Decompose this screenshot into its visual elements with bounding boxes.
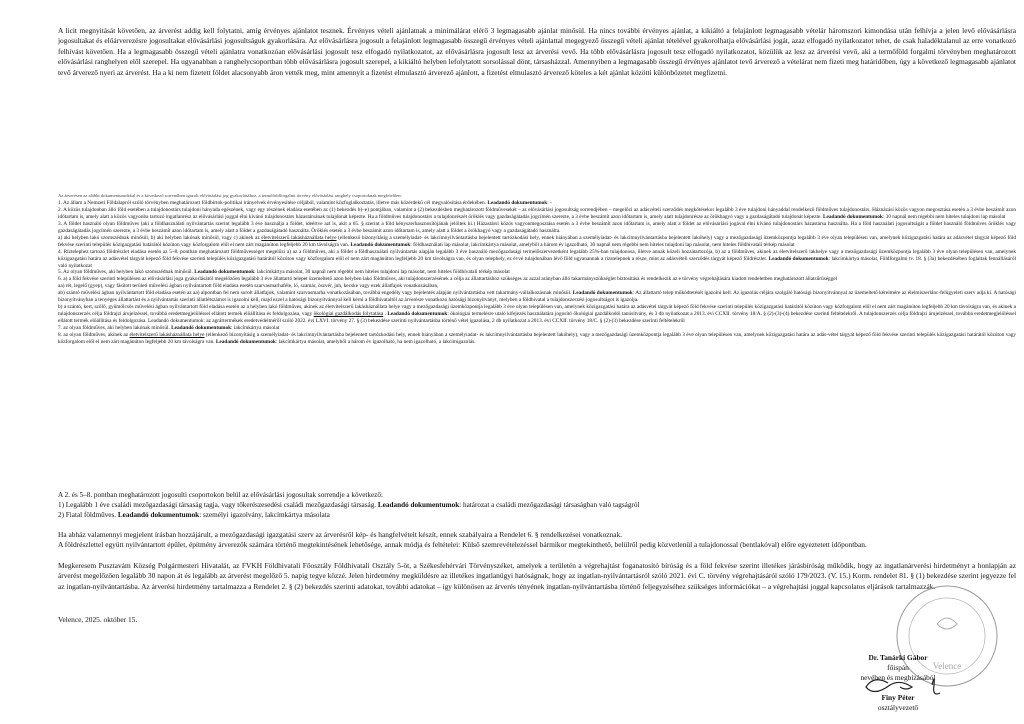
publication-request: Megkeresem Pusztavám Község Polgármesteri Hivatalát, az FVKH Földhivatali Főosztály Földhivatali Osztály 5-öt, a Székesfehérvári Törvényszéket, amelyek a területén a végrehajtást foganatosító bíróság és a föld fekvése szerint illetékes járásbíróság működik, hogy az ingatlanárverési hirdetményt a honlapján az árverést megelőzően legalább 30 napon át és legalább az árverést megelőző 5. napig tegye közzé. Jelen hirdetmény megküldésre az illetékes ingatlanügyi hatóságnak, hogy az ingatlan-nyilvántartásról szóló 2021. évi C. törvény végrehajtásáról szóló 179/2023. (V. 15.) Korm. rendelet 81. § (1) bekezdése szerint jegyezze fel az ingatlan-nyilvántartásba. Az árverési hirdetmény tartalmazza a Rendelet 2. § (2) bekezdés szerinti adatokat, további adatokat – így különösen az árverés tényének ingatlan-nyilvántartásba történő feljegyzéséhez szükséges információkat – a végrehajtási joggal kapcsolatos eljárások tartalmazzák. bbox=[58, 560, 1016, 591]
item-text: 5. Az olyan földműves, aki helyben lakó szomszédnak minősül. bbox=[58, 269, 193, 276]
item-text: 6. a) a föld fekvése szerinti településen az elővásárlási joga gyakorlásától megelőzően legalább 3 éve állattartó telepet üzemeltető azon helyben lakó földműves, aki tulajdonszerzésének a célja az állattartáshoz szükséges az azzal arányban álló takarmányszükséglet biztosítása és rendelkezik az e törvény végrehajtására kiadott rendeletben meghatározott állatsűrűséggel bbox=[58, 276, 838, 283]
required-documents-label: Leadandó dokumentumok bbox=[194, 269, 255, 276]
item-text: 8. az olyan földműves, akinek az bbox=[58, 332, 129, 339]
required-documents-text: : lakcímkártya másolat, 30 napnál nem régebbi nem hiteles tulajdoni lap másolat, nem hiteles földhivatali térkép másolat bbox=[254, 269, 510, 276]
item-text: 4. Ríztelephez tartozó földrészlet eladása esetén az 5–8. pontban meghatározott földművességet megelőzi a) az a földműves, aki a földet a földhasználati nyilvántartás alapján legalább 3 éve használó mezőgazdasági termelőszervezetként legalább 25%-ban tulajdonosa, illetve annak közeli hozzátartozója, b) az a földműves, akinek az életvitelszerű lakhelye vagy a mezőgazdasági üzemközpontja legalább 3 éve olyan településen van, amelynek közigazgatási határa az adásvétel tárgyát képező föld fekvése szerinti település közigazgatási határától közúton vagy közforgalom elől el nem zárt magánúton legfeljebb 20 km távolságra van, és olyan telephely, ez évvé tulajdonában lévő föld ugyanannak a rizstelepnek a része, mint az adásvételi szerződés tárgyát képező földrészlet. bbox=[58, 248, 1016, 262]
on-behalf-text: nevében és megbízásából bbox=[860, 673, 936, 682]
group-order-section bbox=[58, 490, 1016, 520]
required-documents-text: : lakcímkártya másolat, Földforgalmi tv. 18. § (3a) bekezdésében foglaltak fennállásáról való nyilatkozat bbox=[58, 255, 1017, 269]
item-text: ab) szántó művelési ágban nyilvántartott föld eladása esetén az aa) alpontban fel nem sorolt állatfajok, valamint szarvasmarha vonatkozásában, továbbá engedély vagy bejelentés alapján nyilvántartásba vett takarmány-vállalkozásnak minősül. bbox=[58, 290, 572, 297]
priority-item bbox=[58, 207, 1016, 221]
item-text: 3. A földet használó olyan földműves (aki a földhasználati nyilvántartás szerint legalább 3 éve használja a földet, ideértve azt is, akit a 65. § szerint a föld kényszerhasznosítójának jelöltek ki.) Házastársi közös vagyonmegosztása esetén a 3 évbe beszámít azon időtartam is, amely alatt a földet az elővásárlási jogával élni kívánó tulajdonostárs házastársa használta. Ha a föld használati jogosultságát a földet használó földműves öröklés vagy gazdaságátadás jogcímén szerezte, a 3 évbe beszámít azon időtartam is, amely alatt a földet a gazdaságátadó használta. Öröklés esetén a 3 évbe beszámít azon időtartam is, amely alatt a földet a örökhagyó vagy a gazdaságátadó használta. bbox=[58, 220, 1016, 234]
item-text: 1. Az állam a Nemzeti Földalapról szóló törvényben meghatározott földbirtok-politikai irányelvek érvényesítése céljából, valamint közfoglalkoztatás, illetve más közérdekű cél megvalósítása érdekében. bbox=[58, 199, 487, 206]
stamp-text: Velence bbox=[932, 661, 962, 671]
building-viewing-notice: A földrészlettel együtt nyilvántartott épület, építmény árverezők számára történő megtekintésének lehetősége, annak módja és feltételei: Külső szemrevételezéssel bármikor megtekinthető, belülről pedig közvetlenül a tulajdonossal (bentlakóval) előre egyeztetett időpontban. bbox=[58, 540, 867, 550]
priority-item bbox=[58, 200, 1016, 207]
required-documents-text: : lakcímkártya másolat, amelyből a három év igazolható, ha nem igazolható, a lakcímigazolás. bbox=[275, 339, 476, 346]
required-documents-label: Leadandó dokumentumok bbox=[215, 339, 276, 346]
item-text: a) aki helyben lakó szomszédnak minősül, b) aki helyben lakónak minősül, vagy c) akinek az bbox=[58, 234, 260, 241]
priority-items bbox=[58, 200, 1016, 346]
required-documents-text: : - bbox=[547, 199, 552, 206]
item-text: A 2. és 5–8. pontban meghatározott jogosulti csoportokon belül az elővásárlási jogosultak sorrendje a következő: bbox=[58, 491, 383, 499]
group-order-line bbox=[58, 490, 1016, 500]
auction-rules-text: A licit megnyitását követően, az árverést addig kell folytatni, amíg érvényes ajánlatot tesznek. Érvényes vételi ajánlatnak a minimálárat elérő 3 legmagasabb ajánlat minősül. Ha nincs további érvényes ajánlat, a kikiáltó a felajánlott legmagasabb vételár háromszori kimondása után felhívja a jelen levő elővásárlásra jogosultakat és előárverezésre jogosultakat elővásárlási jogosultságuk gyakorlására. Az elővásárlásra jogosult a felajánlott legmagasabb összegű érvényes vételi ajánlattal megegyező összegű vételi ajánlat tételével gyakorolhatja elővásárlási jogát, azaz elfogadó nyilatkozatot tehet, de csak haladéktalanul az erre vonatkozó felhívást követően. Ha a legmagasabb összegű vételi ajánlatra vonatkozóan elővásárlási jogosult tesz elfogadó nyilatkozatot, az elővásárlásra jogosult lesz az árverési vevő. Ha több elővásárlásra jogosult tesz elfogadó nyilatkozatot, közülük az lesz az árverési vevő, aki a termőföld forgalmi törvényben meghatározott elővásárlási ranghelyen elől szerepel. Ha ugyanabban a ranghelycsoportban több elővásárlásra jogosult szerepel, a kikiáltó helyben lefolytatott sorsolással dönt, társasházzal. Amennyiben a legmagasabb összegű érvényes ajánlatot tevő árverező a vételárat nem fizeti meg határidőben, úgy a következő legmagasabb ajánlatot tevő árverező nyeri az árverést. Ha a ki nem fizetett földet alacsonyabb áron vették meg, mint amennyit a fizetést elmulasztó árverező ajánlott, a fizetést elmulasztó árverező köteles a két ajánlat közötti különbözetet megfizetni. bbox=[58, 26, 1016, 77]
notice-section bbox=[58, 530, 1016, 592]
recording-notice: Ha abház valamennyi megjelent írásban hozzájárult, a mezőgazdasági igazgatási szerv az árverésről kép- és hangfelvételt készít, ennek szabályaira a Rendelet 6. § rendelkezései vonatkoznak. bbox=[58, 530, 623, 539]
required-documents-text: : személyi igazolvány, lakcímkártya másolata bbox=[199, 511, 330, 519]
priority-item bbox=[58, 235, 1016, 249]
underlined-term: ökológiai gazdálkodás folytatása bbox=[313, 311, 384, 318]
signatory-title: főispán bbox=[887, 663, 909, 672]
required-documents-label: Leadandó dokumentumok bbox=[377, 501, 460, 509]
preemption-priority-list bbox=[58, 193, 1016, 346]
required-documents-label: Leadandó dokumentumok bbox=[171, 325, 232, 332]
signatory-name: Dr. Tanárki Gábor bbox=[868, 653, 928, 662]
priority-item bbox=[58, 221, 1016, 235]
required-documents-label: Leadandó dokumentumok bbox=[387, 311, 448, 318]
priority-item bbox=[58, 304, 1016, 325]
item-text: 7. az olyan földműves, aki helyben lakónak minősül. bbox=[58, 325, 170, 332]
underlined-term: életvitelszerű lakásháznállata helye bbox=[129, 332, 205, 339]
item-text-continued: . bbox=[384, 311, 386, 318]
required-documents-text: : ökológiai termelésre utaló kifejezés használatára jogosító ökológiai gazdálkodói tanúsítvány, és 3 db nyilatkozat a 2013. évi CCXII. törvény 18/A. § (2)-(3)-(4) bekezdése szerinti feltételekről. A tulajdonszerzés célja földrajzi árujelzéssel, továbbá eredetmegjelöléssel ellátott termék előállítása és feldolgozása. Leadandó dokumentumok: az agrártermékek eredetvédelméről szóló 2022. évi LXVI. törvény 27. § (3) bekezdése szerinti nyilvántartásba történő vétel igazolása, 2 db nyilatkozat a 2013. évi CCXII. törvény 18/C. § (2)-(3) bekezdése szerinti feltételekről bbox=[58, 311, 1017, 325]
priority-item bbox=[58, 290, 1016, 304]
signer-name: Finy Péter bbox=[881, 693, 915, 702]
item-text-continued: (ellenkező bizonyításig a személyiadat- és lakcímnyilvántartásba bejelentett tartózkodási hely, ennek hiányában a személyiadat- és lakcímnyilvántartásba bejelentett lakóhely) vagy a mezőgazdasági üzemközpontja legalább 3 éve olyan településen van, amelynek közigazgatási határa az adásvétel tárgyát képező föld fekvése szerinti település közigazgatási határától közúton vagy közforgalom elől el nem zárt magánúton legfeljebb 20 km távolságra van. bbox=[58, 234, 1016, 248]
required-documents-label: Leadandó dokumentumok bbox=[487, 199, 548, 206]
required-documents-label: Leadandó dokumentumok bbox=[117, 511, 200, 519]
item-text: 2) Fiatal földműves. bbox=[58, 511, 117, 519]
item-text: 2. A közös tulajdonban álló föld esetében a tulajdonostárs tulajdoni hányada egészének, vagy egy részének eladása esetében az (1) bekezdés b)–e) pontjában, valamint a (2) bekezdésben meghatározott földművesekét – az elővásárlási jogosultság sorrendjében – megelőzi az adásvételi szerződés megkötésekor legalább 3 éve tulajdoni hányaddal rendelkező földműves tulajdonostárs. Háznázási közös vagyon megosztása esetén a 3 évbe beszámít azon időtartam is, amely alatt a közös vagyonba tartozó ingatlanrész az elővásárlási joggal élni kívánó tulajdonostárs házastársának tulajdonát képezte. Ha a földműves tulajdonostárs a tulajdonrészét öröklés vagy gazdaságátadás jogcímén szerezte, a 3 évbe beszámít azon időtartam is, amely alatt tulajdonrésze az örökhagyó vagy a gazdaságátadó tulajdonát képezte. bbox=[58, 206, 1016, 220]
item-text: b) a szántó, kert, szőlő, gyümölcsös művelési ágban nyilvántartott föld eladása esetén az a helyben lakó földműves, akinek az életvitelszerű lakásháznállata helye vagy a mezőgazdasági üzemközpontja legalább 3 éve olyan településen van, amelynek közigazgatási határa az adásvétel tárgyát képező föld fekvése szerinti település közigazgatási határától közúton vagy közforgalom elől el nem zárt magánúton legfeljebb 20 km távolságra van, és akinek a tulajdonszerzés célja földrajzi árujelzéssel, továbbá eredetmegjelöléssel ellátott termék előállítása és feldolgozása, vagy bbox=[58, 304, 1016, 318]
required-documents-label: Leadandó dokumentumok bbox=[350, 241, 411, 248]
underlined-term: életvitelszerű lakásháznállata helye bbox=[261, 234, 337, 241]
required-documents-label: Leadandó dokumentumok bbox=[822, 213, 883, 220]
priority-item bbox=[58, 249, 1016, 270]
group-order-line bbox=[58, 510, 1016, 520]
priority-item bbox=[58, 332, 1016, 346]
group-order-items bbox=[58, 490, 1016, 520]
signer-role: osztályvezető bbox=[877, 703, 919, 712]
required-documents-text: : lakcímkártya másolat bbox=[231, 325, 280, 332]
required-documents-text: : 30 napnál nem régebbi nem hiteles tulajdoni lap másolat bbox=[882, 213, 1006, 220]
item-text: 1) Legalább 1 éve családi mezőgazdasági társaság tagja, vagy tőkerészesedési családi mezőgazdasági társaság. bbox=[58, 501, 377, 509]
handwritten-signature bbox=[826, 663, 946, 711]
place-and-date: Velence, 2025. október 15. bbox=[58, 615, 138, 624]
required-documents-text: : határozat a családi mezőgazdasági társaságban való tagságról bbox=[459, 501, 640, 509]
required-documents-label: Leadandó dokumentumok bbox=[572, 290, 633, 297]
item-text-continued: (ellenkező bizonyításig a személyiadat- és lakcímnyilvántartásba bejelentett tartózkodási hely, ennek hiányában a személyiadat- és lakcímnyilvántartásba bejelentett lakóhely), vagy a mezőgazdasági üzemközpontja legalább 3 éve olyan településen van, amelynek közigazgatási határa az adás-vétel tárgyát képező föld fekvése szerinti település közigazgatási határától közúton vagy közforgalom elől el nem zárt magánúton legfeljebb 20 km távolságra van. bbox=[58, 332, 1016, 346]
required-documents-text: : Az állattartó telep működtetését igazolni kell. Az igazolás céljára szolgáló hatósági bizonyítvánnyal az üzemeltető kérelmére az élelmiszerlánc-felügyeleti szerv adja ki. A hatósági bizonyítványban a tenyéges állattartást és a nyilvántartás szerinti állatlétszámot is igazolni kell, majd ezzel a hatósági bizonyítvánnyal kell kérni a földhivataltól az árverésre vonatkozó hatósági bizonyítványt, melyben a földhivatal a tulajdonszerzési jogosultságot is igazolja. bbox=[58, 290, 1017, 304]
item-text: aa) rét, legelő (gyep), vagy fásított területi művelési ágban nyilvántartott föld eladása esetén szarvasmarhaféle, ló, szamár, öszvér, juh, kecske vagy ezek állatfajok vonatkozásában, bbox=[58, 283, 439, 290]
group-order-line bbox=[58, 500, 1016, 510]
auction-rules-paragraph bbox=[58, 26, 1016, 78]
required-documents-label: Leadandó dokumentumok bbox=[768, 255, 829, 262]
priority-list-header: Az árverésen az alábbi dokumentumokkal és a következő sorrendben igazolt elővásárlási jog gyakorlásához, a termőföldforgalmi törvény elővásárlási ranghely csoportoknak megfelelően: bbox=[58, 193, 402, 198]
required-documents-text: : földhasználati lap másolat, lakcímkártya másolat, amelyből a három év igazolható, 30 napnál nem régebbi nem hiteles tulajdoni lap másolat, nem hiteles földhivatali térkép másolat bbox=[410, 241, 795, 248]
